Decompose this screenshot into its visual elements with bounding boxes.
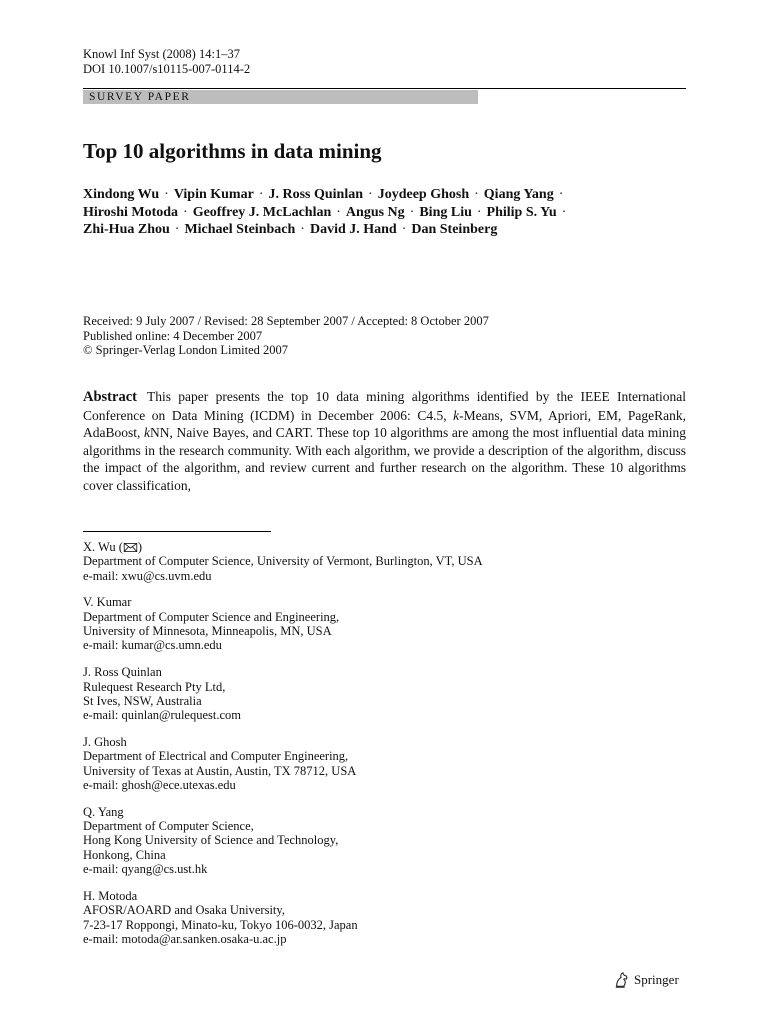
affiliation-line: Hong Kong University of Science and Technology, <box>83 833 339 848</box>
doi-line[interactable]: DOI 10.1007/s10115-007-0114-2 <box>83 62 251 76</box>
affiliation-block <box>83 595 683 652</box>
author-name: Michael Steinbach <box>184 222 296 237</box>
affiliation-line: 7-23-17 Roppongi, Minato-ku, Tokyo 106-0032, Japan <box>83 917 358 932</box>
affiliation-line: University of Minnesota, Minneapolis, MN, USA <box>83 624 332 639</box>
author-name: Qiang Yang <box>483 187 554 202</box>
affiliation-line: University of Texas at Austin, Austin, TX 78712, USA <box>83 763 357 778</box>
journal-line: Knowl Inf Syst (2008) 14:1–37 <box>83 47 240 61</box>
abstract-label: Abstract <box>83 389 137 405</box>
affiliation-line: St Ives, NSW, Australia <box>83 693 202 708</box>
affiliation-author: V. Kumar <box>83 595 132 610</box>
affiliation-line: Department of Computer Science and Engineering, <box>83 609 340 624</box>
affiliation-block <box>83 735 683 792</box>
abstract-k-2: k <box>144 425 151 440</box>
author-separator: · <box>474 187 479 202</box>
affiliation-author: Q. Yang <box>83 804 124 819</box>
author-separator: · <box>174 222 180 237</box>
author-separator: · <box>258 187 264 202</box>
affiliation-line: Rulequest Research Pty Ltd, <box>83 679 226 694</box>
header-rule <box>83 88 686 89</box>
envelope-icon <box>123 543 138 552</box>
paper-title: Top 10 algorithms in data mining <box>83 139 382 163</box>
affiliation-block <box>83 540 683 583</box>
affiliations <box>83 540 683 959</box>
affiliation-block <box>83 665 683 722</box>
affiliation-author: J. Ghosh <box>83 735 127 750</box>
publisher-name: Springer <box>634 972 679 987</box>
affiliation-line: Department of Computer Science, <box>83 819 254 834</box>
author-separator: · <box>336 204 341 220</box>
affiliation-line: AFOSR/AOARD and Osaka University, <box>83 903 285 918</box>
author-name: Dan Steinberg <box>411 222 498 237</box>
author-name: Bing Liu <box>419 204 472 220</box>
author-separator: · <box>300 222 305 237</box>
author-name: Angus Ng <box>345 204 405 220</box>
author-separator: · <box>558 187 564 202</box>
author-name: Joydeep Ghosh <box>377 187 470 202</box>
author-line-3 <box>83 221 693 239</box>
publication-dates <box>83 314 489 358</box>
author-separator: · <box>164 187 169 202</box>
abstract-k-1: k <box>453 407 460 423</box>
affiliation-email[interactable]: e-mail: kumar@cs.umn.edu <box>83 638 222 653</box>
author-separator: · <box>183 204 188 220</box>
affiliation-email[interactable]: e-mail: xwu@cs.uvm.edu <box>83 568 212 583</box>
published-date: Published online: 4 December 2007 <box>83 328 263 343</box>
author-name: Xindong Wu <box>83 187 160 202</box>
affiliation-email[interactable]: e-mail: qyang@cs.ust.hk <box>83 862 208 877</box>
abstract-text-2: -Means, SVM, Apriori, EM, PageRank, AdaBoost, <box>83 407 687 440</box>
footnote-rule <box>83 531 271 532</box>
abstract <box>83 388 686 494</box>
author-name: Hiroshi Motoda <box>83 204 179 220</box>
affiliation-line: Honkong, China <box>83 847 166 862</box>
author-separator: · <box>409 204 415 220</box>
received-dates: Received: 9 July 2007 / Revised: 28 September 2007 / Accepted: 8 October 2007 <box>83 314 489 328</box>
author-line-1 <box>83 186 693 204</box>
springer-logo <box>613 970 679 990</box>
abstract-text-3: NN, Naive Bayes, and CART. These top 10 algorithms are among the most influential data mining algorithms in the research community. With each algorithm, we provide a description of the algorithm, discuss the impact of the algorithm, and review current and further research on the algorithm. These 10 algorithms cover classification, <box>83 425 686 493</box>
author-name: Philip S. Yu <box>486 204 557 220</box>
journal-citation <box>83 47 250 77</box>
author-list <box>83 186 693 239</box>
affiliation-line: Department of Computer Science, University of Vermont, Burlington, VT, USA <box>83 554 483 569</box>
author-separator: · <box>401 222 407 237</box>
affiliation-author: J. Ross Quinlan <box>83 665 162 680</box>
affiliation-block <box>83 889 683 946</box>
author-name: Zhi-Hua Zhou <box>83 222 170 237</box>
author-name: Vipin Kumar <box>173 187 254 202</box>
affiliation-email[interactable]: e-mail: quinlan@rulequest.com <box>83 708 241 723</box>
author-name: Geoffrey J. McLachlan <box>192 204 332 220</box>
affiliation-email[interactable]: e-mail: motoda@ar.sanken.osaka-u.ac.jp <box>83 931 287 946</box>
author-separator: · <box>476 204 482 220</box>
author-separator: · <box>368 187 373 202</box>
affiliation-author: X. Wu ( ) <box>83 540 143 554</box>
author-name: David J. Hand <box>309 222 397 237</box>
author-separator: · <box>561 204 567 220</box>
affiliation-line: Department of Electrical and Computer Engineering, <box>83 749 349 764</box>
section-banner: SURVEY PAPER <box>83 90 478 104</box>
affiliation-email[interactable]: e-mail: ghosh@ece.utexas.edu <box>83 777 236 792</box>
copyright-line: © Springer-Verlag London Limited 2007 <box>83 343 289 357</box>
affiliation-author: H. Motoda <box>83 888 138 903</box>
abstract-text-1: This paper presents the top 10 data mining algorithms identified by the IEEE International Conference on Data Mining (ICDM) in December 2006: C4.5, <box>83 389 686 423</box>
author-name: J. Ross Quinlan <box>268 187 364 202</box>
author-line-2 <box>83 204 693 222</box>
affiliation-block <box>83 805 683 876</box>
springer-horse-icon <box>613 971 631 989</box>
